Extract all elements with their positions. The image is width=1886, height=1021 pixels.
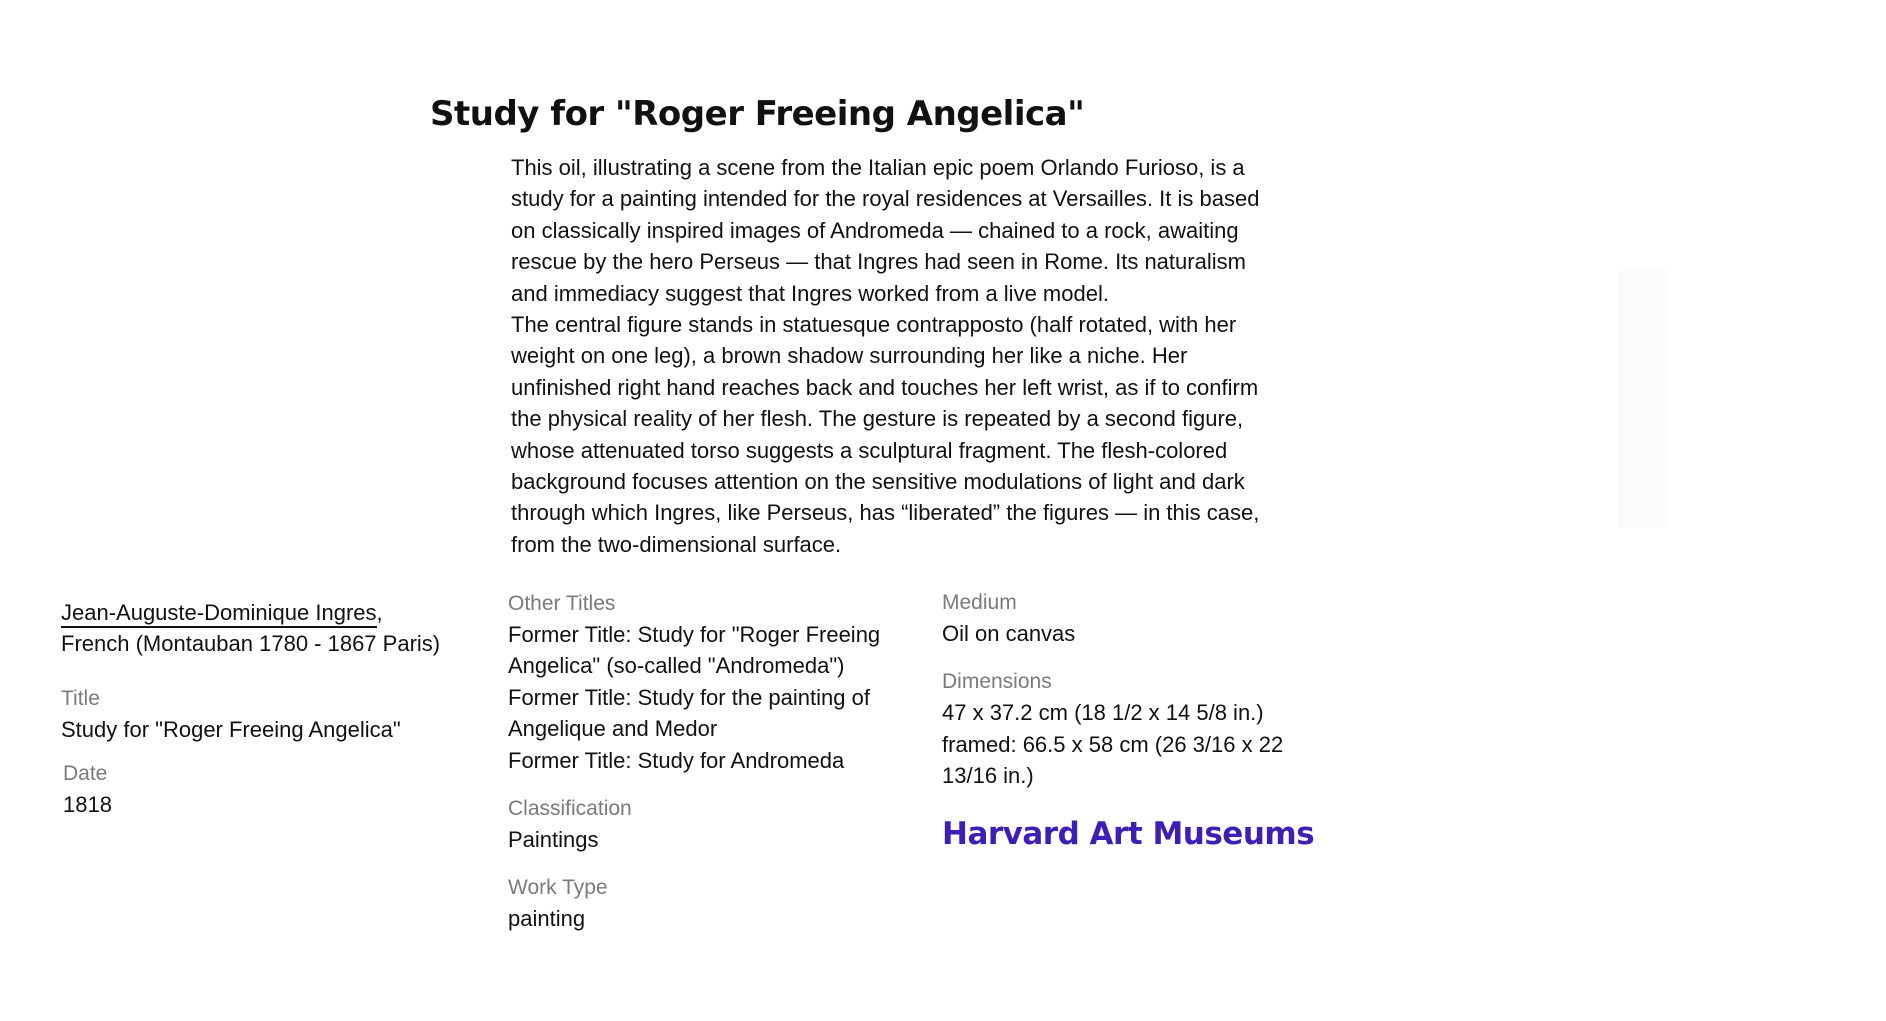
date-field [63,759,481,820]
title-label: Title [61,686,100,710]
classification-field [508,794,908,855]
other-title-value: Former Title: Study for "Roger Freeing Angelica" (so-called "Andromeda") [508,622,881,679]
artist-link[interactable]: Jean-Auguste-Dominique Ingres [61,600,377,628]
museum-link[interactable]: Harvard Art Museums [942,815,1315,852]
other-titles-field [508,589,908,776]
classification-value: Paintings [508,827,599,853]
date-value: 1818 [63,792,112,818]
title-field [61,684,481,745]
artist-details: French (Montauban 1780 - 1867 Paris) [61,631,441,657]
medium-value: Oil on canvas [942,621,1076,646]
page-title: Study for "Roger Freeing Angelica" [430,94,1085,134]
medium-field [942,588,1322,649]
other-title-value: Former Title: Study for the painting of Angelique and Medor [508,684,870,742]
medium-and-dimensions-column [942,588,1322,854]
other-title-value: Former Title: Study for Andromeda [508,747,845,773]
artist-info [61,597,481,660]
dimensions-value: framed: 66.5 x 58 cm (26 3/16 x 22 13/16 in.) [942,731,1284,789]
dimensions-label: Dimensions [942,670,1052,694]
title-value: Study for "Roger Freeing Angelica" [61,716,401,742]
date-label: Date [63,762,108,786]
work-type-label: Work Type [508,876,608,900]
description-paragraph: The central figure stands in statuesque contrapposto (half rotated, with her weight on one leg), a brown shadow surrounding her like a niche. Her unfinished right hand reaches back and touches her left wrist, as if to confirm the physical reality of her flesh. The gesture is repeated by a second figure, whose attenuated torso suggests a sculptural fragment. The flesh-colored background focuses attention on the sensitive modulations of light and dark through which Ingres, like Perseus, has “liberated” the figures — in this case, from the two-dimensional surface. [511,312,1260,557]
titles-and-classification-column [508,589,908,935]
dimensions-field [942,667,1322,791]
artwork-description [511,152,1281,560]
artist-and-title-column [61,597,481,821]
other-titles-label: Other Titles [508,592,616,615]
artist-separator: , [376,600,383,625]
side-panel [1618,270,1668,528]
description-paragraph: This oil, illustrating a scene from the Italian epic poem Orlando Furioso, is a study for a painting intended for the royal residences at Versailles. It is based on classically inspired images of Andromeda — chained to a rock, awaiting rescue by the hero Perseus — that Ingres had seen in Rome. Its naturalism and immediacy suggest that Ingres worked from a live model. [511,155,1260,306]
medium-label: Medium [942,591,1017,614]
work-type-field [508,873,908,934]
classification-label: Classification [508,797,632,821]
dimensions-value: 47 x 37.2 cm (18 1/2 x 14 5/8 in.) [942,700,1264,726]
work-type-value: painting [508,906,586,932]
